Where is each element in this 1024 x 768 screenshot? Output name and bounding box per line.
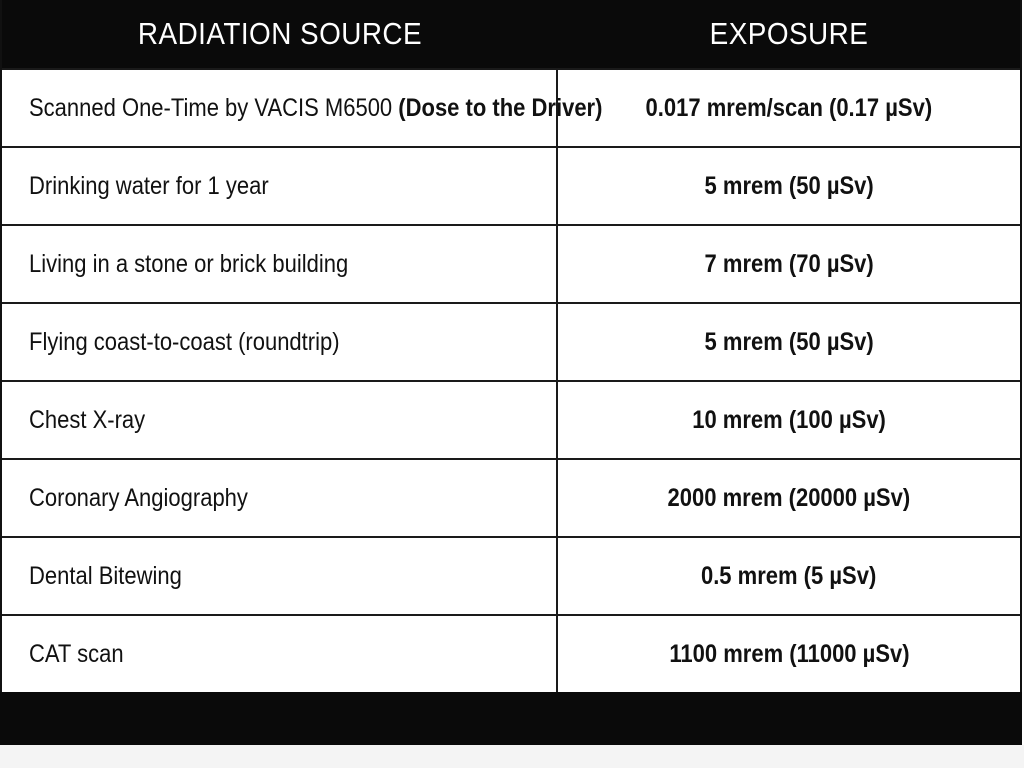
source-text-wrapper: [29, 94, 602, 123]
table-row: [2, 224, 1020, 302]
header-exposure: EXPOSURE: [709, 16, 869, 51]
source-note: (Dose to the Driver): [398, 93, 603, 122]
exposure-cell: [558, 382, 1020, 458]
source-text: Flying coast-to-coast (roundtrip): [29, 327, 340, 356]
source-text: Scanned One-Time by VACIS M6500: [29, 93, 399, 122]
exposure-cell: [558, 616, 1020, 692]
bottom-margin-strip: [0, 745, 1024, 768]
table-row: [2, 458, 1020, 536]
table-header-row: [2, 0, 1020, 68]
table-row: [2, 68, 1020, 146]
exposure-value: 2000 mrem (20000 µSv): [667, 483, 911, 512]
source-cell: [2, 226, 558, 302]
exposure-value: 5 mrem (50 µSv): [704, 171, 874, 200]
exposure-value: 5 mrem (50 µSv): [704, 327, 874, 356]
source-cell: [2, 70, 603, 146]
source-text: Drinking water for 1 year: [29, 171, 269, 200]
exposure-cell: [558, 70, 1020, 146]
exposure-value: 7 mrem (70 µSv): [704, 249, 874, 278]
exposure-cell: [558, 226, 1020, 302]
source-cell: [2, 538, 558, 614]
source-text: Living in a stone or brick building: [29, 249, 349, 278]
source-cell: [2, 304, 558, 380]
header-radiation-source: RADIATION SOURCE: [137, 16, 423, 51]
source-text: Coronary Angiography: [29, 483, 248, 512]
table-row: [2, 614, 1020, 692]
source-cell: [2, 460, 558, 536]
exposure-value: 1100 mrem (11000 µSv): [668, 639, 910, 668]
source-text: Chest X-ray: [29, 405, 146, 434]
source-cell: [2, 616, 558, 692]
table-row: [2, 146, 1020, 224]
exposure-cell: [558, 538, 1020, 614]
source-cell: [2, 382, 558, 458]
table-footer-bar: [0, 692, 1022, 745]
table-row: [2, 536, 1020, 614]
exposure-cell: [558, 304, 1020, 380]
source-cell: [2, 148, 558, 224]
source-text: Dental Bitewing: [29, 561, 182, 590]
exposure-cell: [558, 460, 1020, 536]
exposure-value: 0.017 mrem/scan (0.17 µSv): [645, 93, 933, 122]
table-row: [2, 380, 1020, 458]
exposure-cell: [558, 148, 1020, 224]
exposure-value: 0.5 mrem (5 µSv): [701, 561, 877, 590]
exposure-value: 10 mrem (100 µSv): [692, 405, 886, 434]
source-text: CAT scan: [29, 639, 124, 668]
table-row: [2, 302, 1020, 380]
